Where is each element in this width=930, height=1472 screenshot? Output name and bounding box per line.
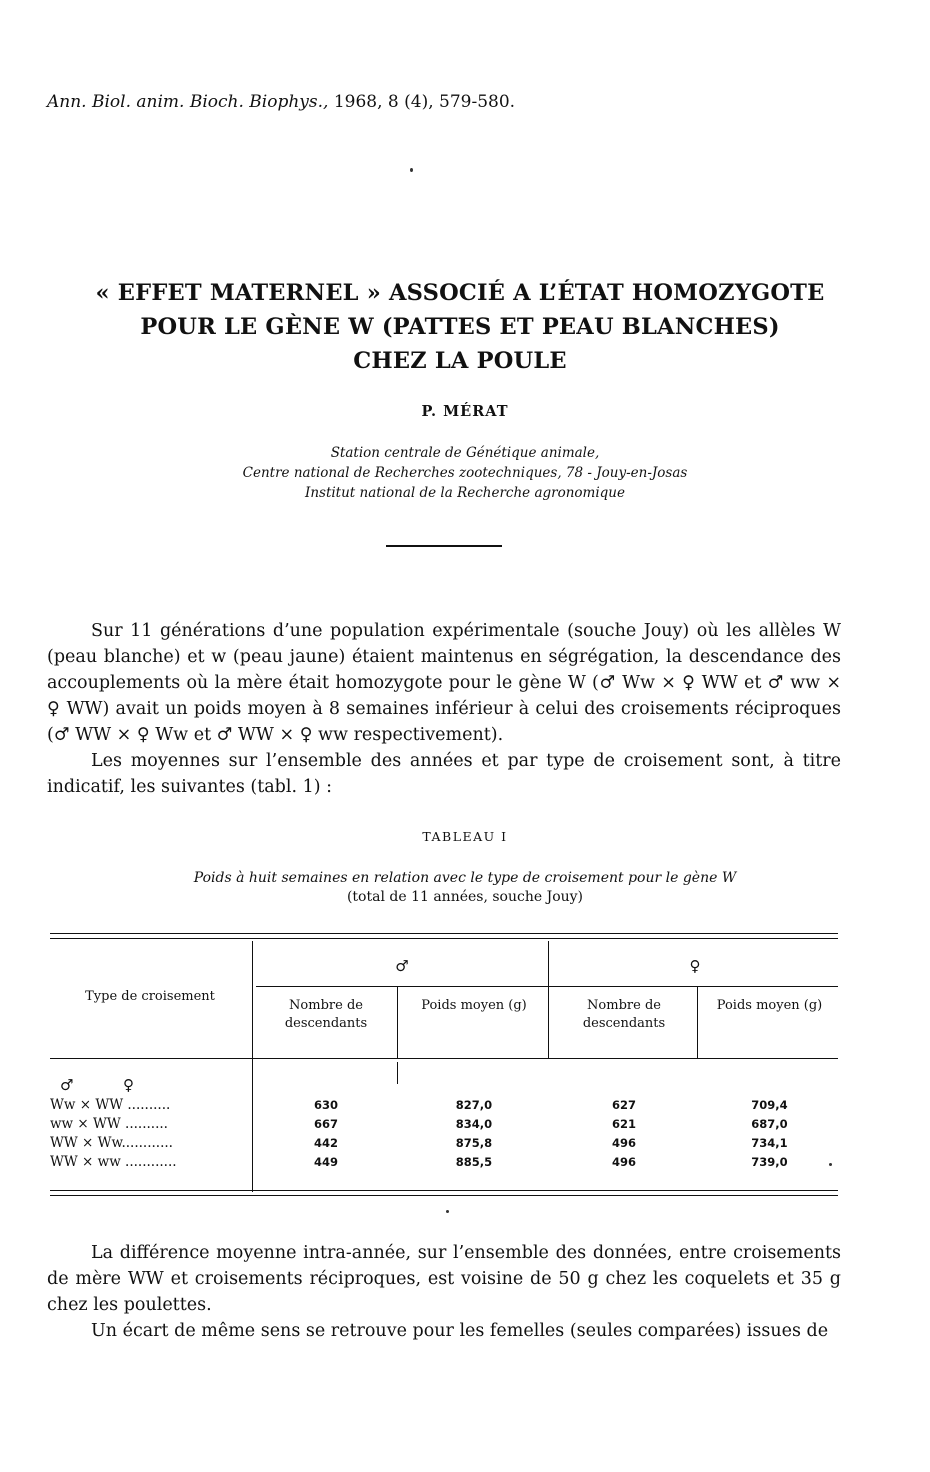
paragraph-1: Sur 11 générations d’une population expérimentale (souche Jouy) où les allèles W (peau blanche) et w (peau jaune) étaient maintenus en ségrégation, la descendance des accouplements où la mère était homozygote pour le gène W (♂ Ww × ♀ WW et ♂ ww × ♀ WW) avait un poids moyen à 8 semaines inférieur à celui des croisements réciproques (♂ WW × ♀ Ww et ♂ WW × ♀ ww respectivement).: [47, 621, 841, 745]
cell-female-weight: 734,1: [751, 1136, 788, 1150]
cell-male-count: 449: [313, 1155, 338, 1169]
table-header-rule: [50, 1058, 838, 1059]
body-text-bottom: [47, 1240, 841, 1344]
female-symbol: ♀: [689, 957, 701, 975]
table-top-rule-2: [50, 938, 838, 939]
cell-male-weight: 875,8: [455, 1136, 493, 1150]
row-label: WW × Ww............: [50, 1135, 173, 1151]
table-col-divider: [397, 1062, 398, 1084]
table-col-divider: [548, 941, 549, 1059]
cell-female-count: 621: [611, 1117, 636, 1131]
table-col-divider: [697, 987, 698, 1059]
header-male-weight: Poids moyen (g): [421, 998, 527, 1013]
title-line-1: « EFFET MATERNEL » ASSOCIÉ A L’ÉTAT HOMOZYGOTE: [95, 280, 825, 306]
table-caption-line-2: (total de 11 années, souche Jouy): [346, 889, 584, 905]
row-label: Ww × WW ..........: [50, 1097, 171, 1113]
cell-male-count: 630: [313, 1098, 338, 1112]
table-top-rule: [50, 933, 838, 934]
cell-female-count: 627: [611, 1098, 636, 1112]
table-bottom-rule-2: [50, 1195, 838, 1196]
table-subheader-rule: [256, 986, 838, 987]
row-male-symbol: ♂: [60, 1076, 74, 1094]
header-female-weight: Poids moyen (g): [716, 998, 823, 1013]
cell-female-weight: 709,4: [751, 1098, 788, 1112]
title-line-3: CHEZ LA POULE: [353, 348, 567, 374]
title-line-2: POUR LE GÈNE W (PATTES ET PEAU BLANCHES): [140, 314, 780, 340]
cell-male-count: 442: [313, 1136, 338, 1150]
paragraph-4: Un écart de même sens se retrouve pour les femelles (seules comparées) issues de: [91, 1321, 829, 1341]
cell-female-weight: 739,0: [751, 1155, 788, 1169]
affiliation-line-3: Institut national de la Recherche agronomique: [304, 485, 625, 501]
male-symbol: ♂: [395, 957, 409, 975]
speck-mark: [446, 1210, 449, 1213]
table-col-divider: [397, 987, 398, 1059]
header-type-de-croisement: Type de croisement: [85, 989, 215, 1004]
affiliation-line-1: Station centrale de Génétique animale,: [330, 445, 600, 461]
table-col-divider: [252, 941, 253, 1192]
cell-female-count: 496: [611, 1155, 636, 1169]
cell-female-count: 496: [611, 1136, 636, 1150]
paragraph-2: Les moyennes sur l’ensemble des années et par type de croisement sont, à titre indicatif, les suivantes (tabl. 1) :: [47, 751, 841, 797]
affiliation-line-2: Centre national de Recherches zootechniques, 78 - Jouy-en-Josas: [242, 465, 688, 481]
table-caption-line-1: Poids à huit semaines en relation avec le type de croisement pour le gène W: [193, 870, 737, 886]
row-label: ww × WW ..........: [50, 1116, 168, 1132]
cell-female-weight: 687,0: [751, 1117, 788, 1131]
author-name: P. MÉRAT: [421, 403, 509, 420]
cell-male-weight: 834,0: [455, 1117, 493, 1131]
row-female-symbol: ♀: [123, 1076, 134, 1094]
journal-name: Ann. Biol. anim. Bioch. Biophys.,: [47, 92, 329, 112]
journal-volume: 1968, 8 (4), 579-580.: [333, 92, 516, 112]
cell-male-weight: 885,5: [455, 1155, 493, 1169]
table-label: TABLEAU I: [422, 829, 508, 844]
paragraph-3: La différence moyenne intra-année, sur l’ensemble des données, entre croisements de mère WW et croisements réciproques, est voisine de 50 g chez les coquelets et 35 g chez les poulettes.: [47, 1243, 841, 1315]
table-bottom-rule: [50, 1190, 838, 1191]
cell-male-weight: 827,0: [455, 1098, 493, 1112]
header-male-count: Nombre de descendants: [284, 998, 368, 1031]
row-label: WW × ww ............: [50, 1154, 177, 1170]
speck-mark: [829, 1163, 832, 1166]
cell-male-count: 667: [313, 1117, 338, 1131]
header-female-count: Nombre de descendants: [582, 998, 666, 1031]
